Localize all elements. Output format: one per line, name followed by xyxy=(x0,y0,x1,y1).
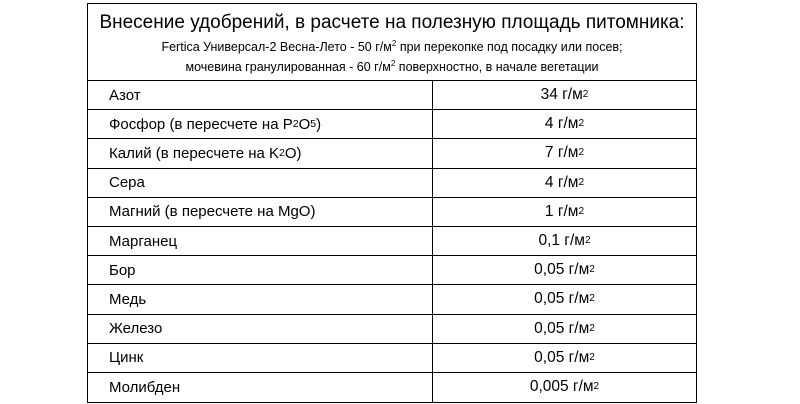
element-name: Калий (в пересчете на K 2 O) xyxy=(88,139,433,167)
table-row xyxy=(88,81,696,110)
table-row xyxy=(88,169,696,198)
subtitle-line-1: Fertica Универсал-2 Весна-Лето - 50 $г/м^2$ при перекопке под посадку или посев; xyxy=(161,38,623,54)
table-row xyxy=(88,227,696,256)
element-name: Азот xyxy=(88,81,433,109)
dose-value: 0,1 г/м 2 xyxy=(538,232,591,250)
table-row xyxy=(88,256,696,285)
table-title: Внесение удобрений, в расчете на полезную площадь питомника: xyxy=(99,12,685,33)
dose-value: 0,05 г/м 2 xyxy=(534,319,595,337)
fertilizer-table xyxy=(87,3,697,403)
dose-value: 0,005 г/м 2 xyxy=(529,378,600,396)
dose-value: 7 г/м 2 xyxy=(544,144,585,162)
element-name: Магний (в пересчете на MgO) xyxy=(88,198,433,226)
element-name: Молибден xyxy=(88,373,433,402)
dose-value: 0,05 г/м 2 xyxy=(534,290,595,308)
dose-value: 4 г/м 2 xyxy=(544,173,585,191)
table-row xyxy=(88,373,696,402)
dose-value: 34 г/м 2 xyxy=(540,86,589,104)
table-header xyxy=(88,4,696,81)
dose-value: 0,05 г/м 2 xyxy=(534,348,595,366)
dose-value: 0,05 г/м 2 xyxy=(534,261,595,279)
dose-value: 1 г/м 2 xyxy=(544,202,585,220)
table-row xyxy=(88,198,696,227)
table-row xyxy=(88,315,696,344)
element-name: Бор xyxy=(88,256,433,284)
table-row xyxy=(88,344,696,373)
element-name: Марганец xyxy=(88,227,433,255)
table-row xyxy=(88,110,696,139)
table-row xyxy=(88,285,696,314)
element-name: Медь xyxy=(88,285,433,313)
element-name: Железо xyxy=(88,315,433,343)
table-row xyxy=(88,139,696,168)
dose-value: 4 г/м 2 xyxy=(544,115,585,133)
element-name: Цинк xyxy=(88,344,433,372)
element-name: Сера xyxy=(88,169,433,197)
element-name: Фосфор (в пересчете на P 2 O 5 ) xyxy=(88,110,433,138)
subtitle-line-2: мочевина гранулированная - 60 $г/м^2$ поверхностно, в начале вегетации xyxy=(185,58,599,74)
